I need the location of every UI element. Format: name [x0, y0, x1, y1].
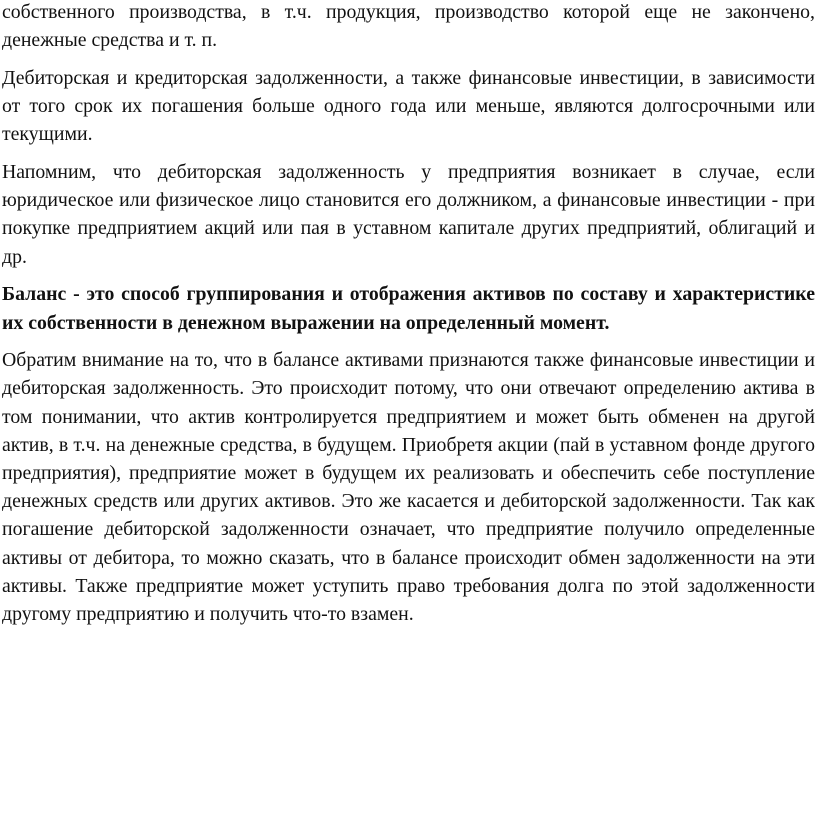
paragraph-assets-explanation: Обратим внимание на то, что в балансе активами признаются также финансовые инвестиции и дебиторская задолженность. Это происходит потому, что они отвечают определению актива в том понимании, что актив контролируется предприятием и может быть обменен на другой актив, в т.ч. на денежные средства, в будущем. Приобретя акции (пай в уставном фонде другого предприятия), предприятие может в будущем их реализовать и обеспечить себе поступление денежных средств или других активов. Это же касается и дебиторской задолженности. Так как погашение дебиторской задолженности означает, что предприятие получило определенные активы от дебитора, то можно сказать, что в балансе происходит обмен задолженности на эти активы. Также предприятие может уступить право требования долга по этой задолженности другому предприятию и получить что-то взамен.	[2, 349, 815, 626]
paragraph-receivables-definition: Напомним, что дебиторская задолженность у предприятия возникает в случае, если юридическое или физическое лицо становится его должником, а финансовые инвестиции - при покупке предприятием акций или пая в уставном капитале других предприятий, облигаций и др.	[2, 161, 815, 268]
paragraph-balance-definition: Баланс - это способ группирования и отображения активов по составу и характеристике их собственности в денежном выражении на определенный момент.	[2, 283, 815, 334]
paragraph-receivables-payables: Дебиторская и кредиторская задолженности, а также финансовые инвестиции, в зависимости от того срок их погашения больше одного года или меньше, являются долгосрочными или текущими.	[2, 66, 815, 146]
paragraph-continuation: собственного производства, в т.ч. продукция, производство которой еще не закончено, денежные средства и т. п.	[2, 1, 815, 52]
